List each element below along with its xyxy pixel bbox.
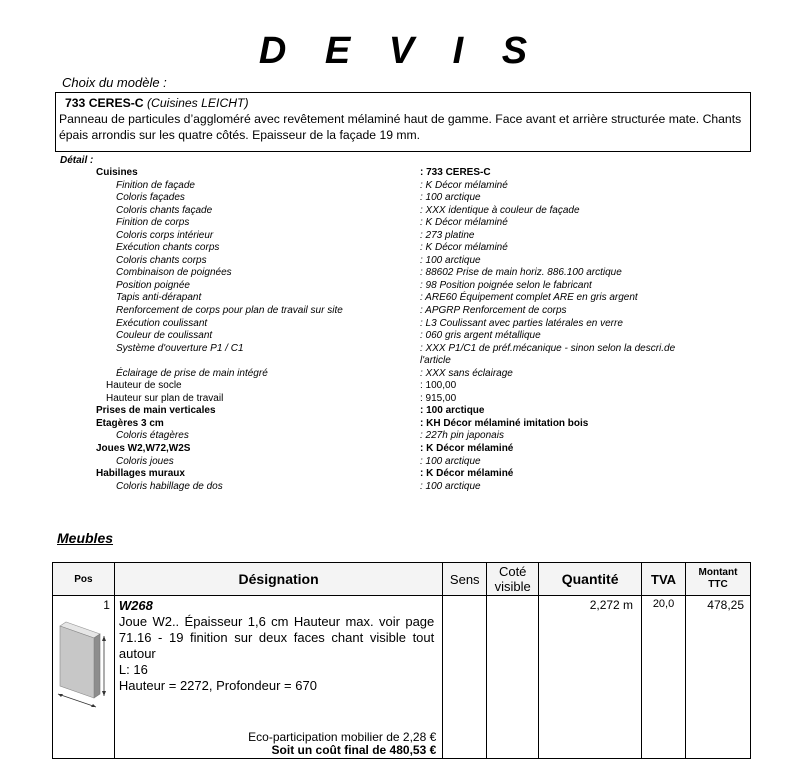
final-cost: Soit un coût final de 480,53 € — [271, 743, 437, 757]
detail-row — [0, 192, 800, 205]
detail-row — [0, 418, 800, 431]
detail-key: Habillages muraux — [96, 468, 185, 480]
table-header-row — [53, 563, 751, 596]
detail-value: : XXX P1/C1 de préf.mécanique - sinon selon la descri.de l'article — [420, 342, 676, 367]
detail-row — [0, 205, 800, 218]
detail-key: Cuisines — [96, 167, 138, 178]
detail-key: Finition de corps — [116, 217, 190, 229]
detail-row — [0, 393, 800, 406]
detail-key: Exécution chants corps — [116, 242, 220, 254]
model-choice-label: Choix du modèle : — [62, 75, 167, 90]
detail-row — [0, 368, 800, 381]
detail-key: Éclairage de prise de main intégré — [116, 367, 268, 379]
model-brand: (Cuisines LEICHT) — [146, 96, 249, 110]
detail-value: : 227h pin japonais — [420, 430, 504, 442]
pos-number: 1 — [103, 598, 110, 612]
table-row — [53, 596, 751, 759]
detail-key: Combinaison de poignées — [116, 267, 232, 279]
detail-value: : XXX identique à couleur de façade — [420, 204, 580, 216]
detail-value: : 915,00 — [420, 392, 457, 404]
detail-key: Finition de façade — [116, 179, 195, 191]
item-dimensions: Hauteur = 2272, Profondeur = 670 — [118, 678, 317, 693]
detail-key: Coloris chants façade — [116, 204, 213, 216]
pos-cell — [53, 596, 115, 759]
quantite-cell: 2,272 m — [539, 596, 642, 759]
detail-row — [0, 405, 800, 418]
detail-row — [0, 330, 800, 343]
detail-value: : K Décor mélaminé — [420, 468, 514, 480]
tva-cell: 20,0 — [642, 596, 686, 759]
detail-key: Exécution coulissant — [116, 317, 208, 329]
detail-label: Détail : — [60, 155, 94, 166]
model-code: 733 CERES-C — [65, 96, 144, 110]
detail-row — [0, 230, 800, 243]
sens-cell — [443, 596, 487, 759]
detail-key: Hauteur sur plan de travail — [106, 392, 224, 404]
detail-value: : K Décor mélaminé — [420, 443, 514, 455]
detail-key: Prises de main verticales — [96, 405, 216, 417]
detail-key: Couleur de coulissant — [116, 330, 213, 342]
designation-cell — [114, 596, 442, 759]
detail-row — [0, 242, 800, 255]
model-box — [55, 92, 751, 152]
detail-value: : 273 platine — [420, 229, 475, 241]
detail-value: : K Décor mélaminé — [420, 242, 508, 254]
detail-row — [0, 443, 800, 456]
detail-value: : 88602 Prise de main horiz. 886.100 arctique — [420, 267, 622, 279]
detail-value: : K Décor mélaminé — [420, 217, 508, 229]
cote-cell — [487, 596, 539, 759]
detail-row — [0, 280, 800, 293]
header-cote-visible — [487, 563, 539, 596]
detail-row — [0, 305, 800, 318]
detail-row — [0, 180, 800, 193]
header-tva: TVA — [642, 563, 686, 596]
detail-row — [0, 468, 800, 481]
detail-key: Coloris corps intérieur — [116, 229, 214, 241]
header-pos: Pos — [53, 563, 115, 596]
detail-key: Hauteur de socle — [106, 380, 182, 392]
model-description: Panneau de particules d’aggloméré avec revêtement mélaminé haut de gamme. Face avant et arrière structurée mate. Chants épais arrondis sur les quatre côtés. Epaisseur de la façade 19 mm. — [59, 112, 742, 142]
detail-row — [0, 292, 800, 305]
detail-row — [0, 343, 800, 368]
detail-row — [0, 380, 800, 393]
header-montant-line2: TTC — [708, 579, 728, 590]
detail-row — [0, 267, 800, 280]
page-title: D E V I S — [258, 30, 542, 72]
header-montant-line1: Montant — [698, 567, 738, 578]
header-sens: Sens — [443, 563, 487, 596]
detail-value: : XXX sans éclairage — [420, 367, 513, 379]
item-description: Joue W2.. Épaisseur 1,6 cm Hauteur max. voir page 71.16 - 19 finition sur deux faces chant visible tout autour — [118, 614, 435, 661]
detail-row — [0, 255, 800, 268]
item-l: L: 16 — [118, 662, 148, 677]
detail-row — [0, 430, 800, 443]
header-cote-line2: visible — [494, 579, 531, 594]
detail-value: : L3 Coulissant avec parties latérales en verre — [420, 317, 623, 329]
detail-value: : 98 Position poignée selon le fabricant — [420, 279, 592, 291]
detail-value: : KH Décor mélaminé imitation bois — [420, 417, 589, 429]
item-code: W268 — [118, 598, 153, 613]
eco-participation: Eco-participation mobilier de 2,28 € — [248, 730, 437, 744]
detail-value: : 100 arctique — [420, 455, 481, 467]
detail-value: : 100 arctique — [420, 192, 481, 204]
detail-row — [0, 167, 800, 180]
detail-value: : 100,00 — [420, 380, 457, 392]
detail-value: : 733 CERES-C — [420, 167, 491, 178]
detail-key: Coloris façades — [116, 192, 185, 204]
header-cote-line1: Coté — [498, 564, 527, 579]
detail-key: Coloris habillage de dos — [116, 480, 223, 492]
montant-cell: 478,25 — [686, 596, 751, 759]
header-montant — [686, 563, 751, 596]
meubles-table — [52, 562, 751, 759]
detail-key: Joues W2,W72,W2S — [96, 443, 191, 455]
detail-key: Etagères 3 cm — [96, 417, 164, 429]
header-designation: Désignation — [114, 563, 442, 596]
detail-list — [0, 167, 800, 493]
detail-key: Tapis anti-dérapant — [116, 292, 202, 304]
header-quantite: Quantité — [539, 563, 642, 596]
detail-key: Coloris étagères — [116, 430, 189, 442]
detail-value: : 100 arctique — [420, 405, 485, 417]
detail-value: : 100 arctique — [420, 254, 481, 266]
detail-row — [0, 318, 800, 331]
detail-key: Coloris joues — [116, 455, 174, 467]
detail-value: : K Décor mélaminé — [420, 179, 508, 191]
detail-value: : ARE60 Équipement complet ARE en gris argent — [420, 292, 638, 304]
detail-value: : APGRP Renforcement de corps — [420, 305, 567, 317]
meubles-section-title: Meubles — [57, 530, 114, 546]
detail-row — [0, 481, 800, 494]
detail-key: Renforcement de corps pour plan de travail sur site — [116, 305, 343, 317]
detail-value: : 100 arctique — [420, 480, 481, 492]
detail-row — [0, 456, 800, 469]
side-panel-icon — [56, 618, 112, 710]
detail-key: Position poignée — [116, 279, 190, 291]
detail-key: Système d'ouverture P1 / C1 — [116, 342, 244, 354]
detail-row — [0, 217, 800, 230]
detail-value: : 060 gris argent métallique — [420, 330, 541, 342]
detail-key: Coloris chants corps — [116, 254, 207, 266]
